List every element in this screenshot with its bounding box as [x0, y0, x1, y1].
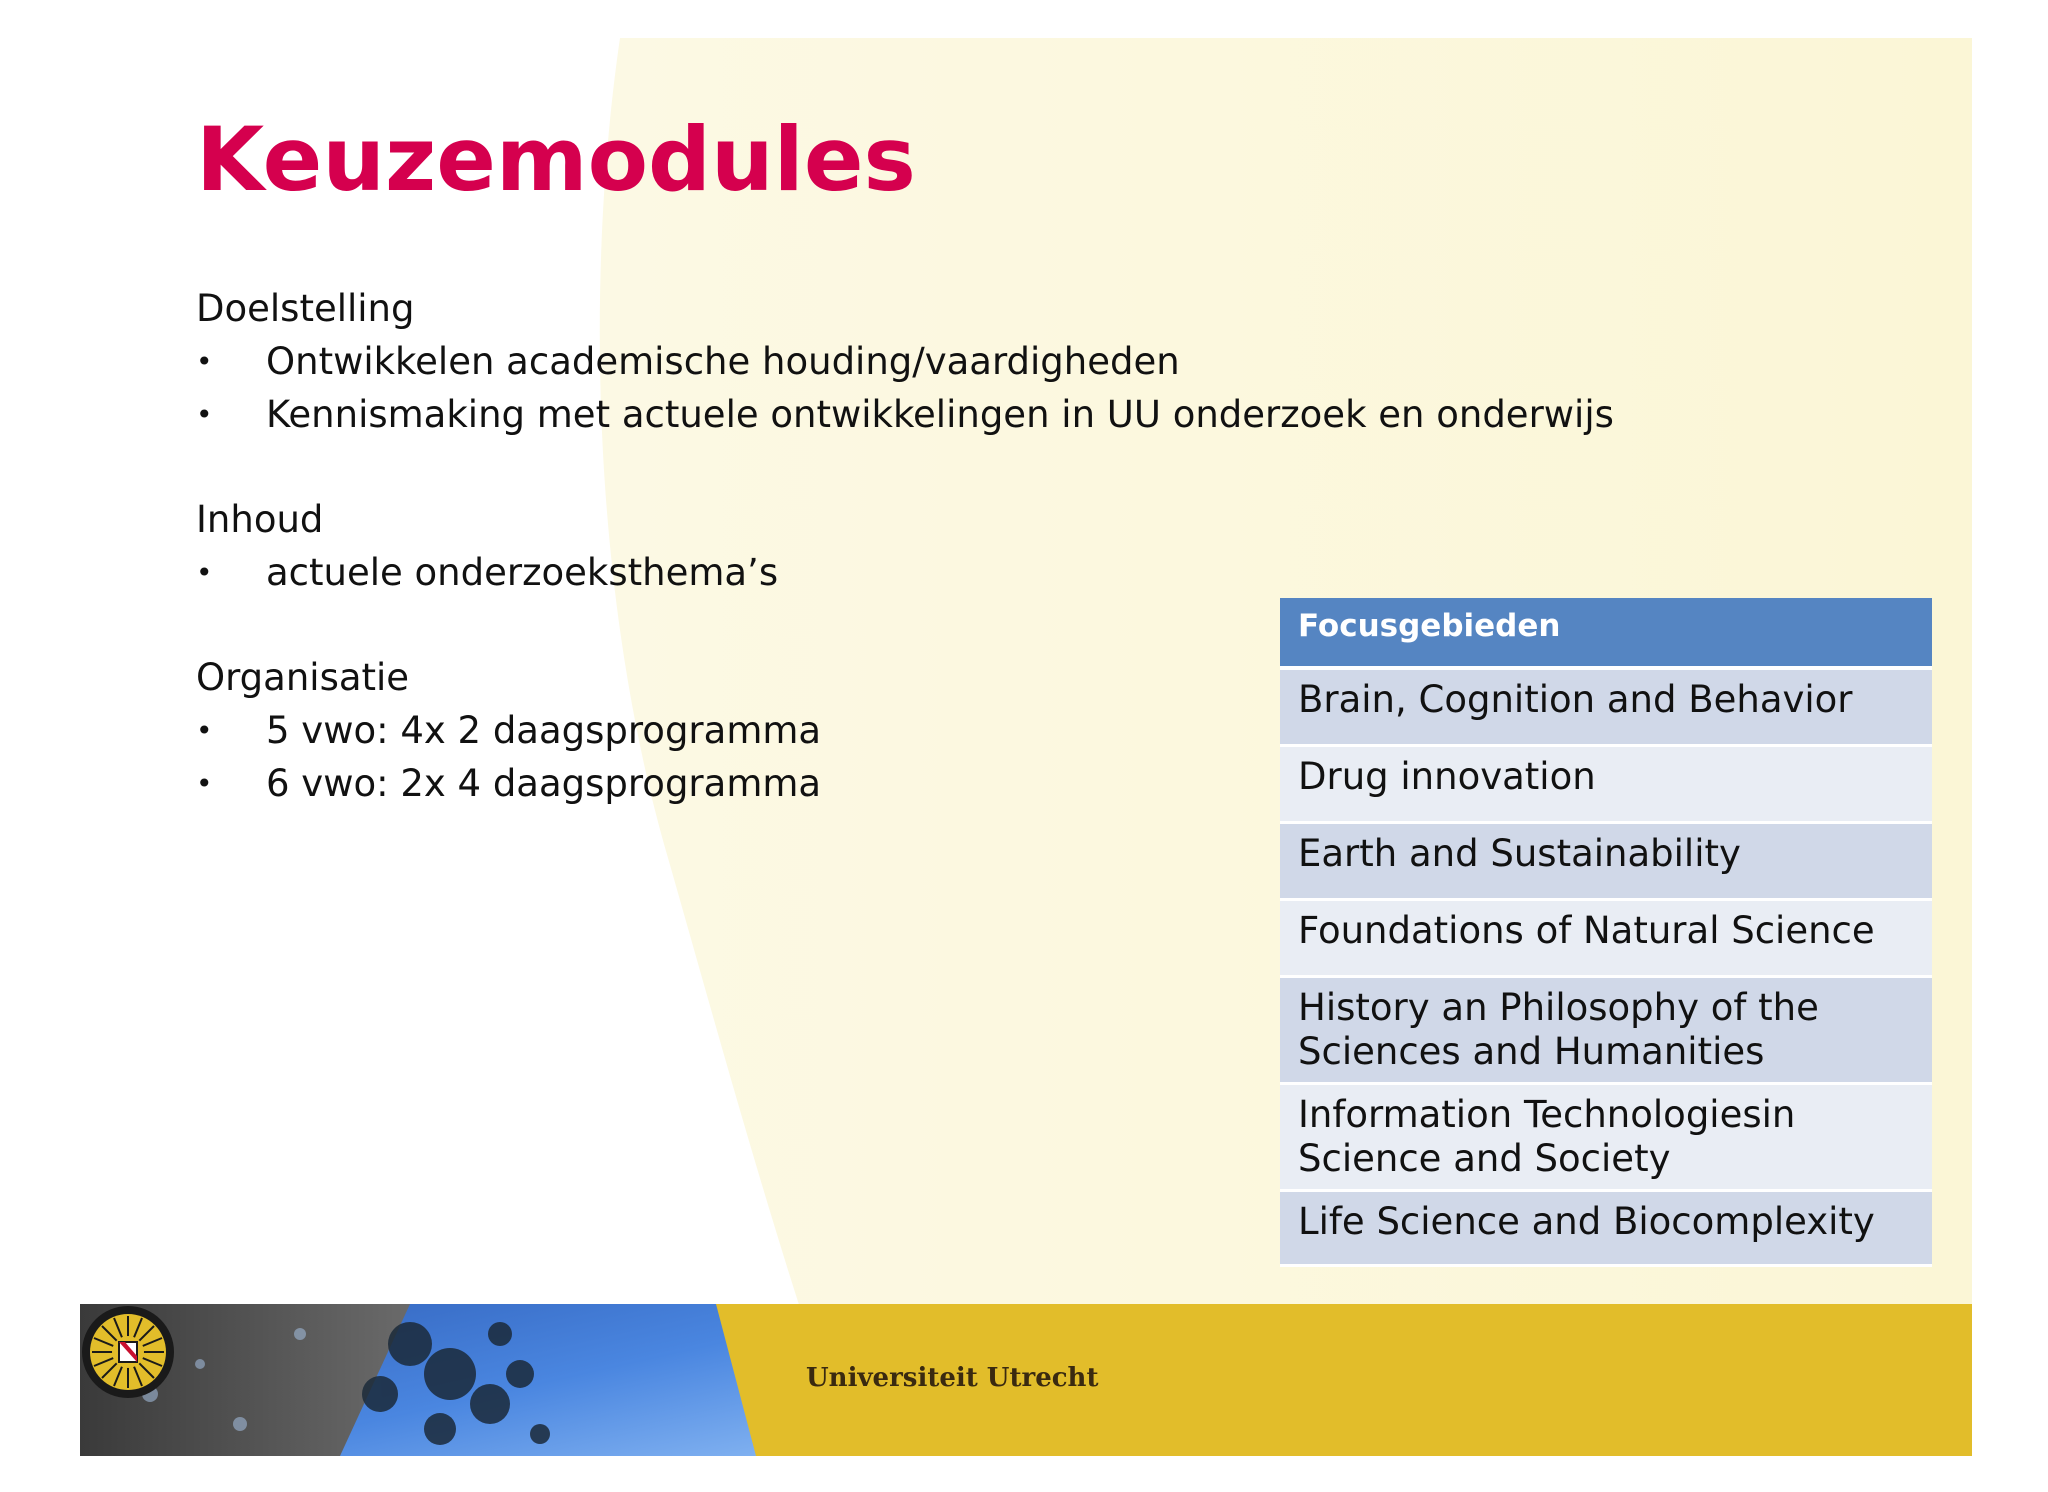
- bullet-text: actuele onderzoeksthema’s: [266, 551, 779, 594]
- bullet-icon: •: [196, 556, 213, 589]
- university-seal-icon: [80, 1304, 176, 1400]
- table-row: [1280, 824, 1932, 901]
- bullet-list: [196, 335, 1696, 441]
- table-cell: Drug innovation: [1280, 747, 1932, 824]
- table-cell: History an Philosophy of the Sciences and Humanities: [1280, 978, 1932, 1085]
- section-heading: Inhoud: [196, 498, 324, 541]
- table-row: [1280, 1085, 1932, 1192]
- table-cell: Foundations of Natural Science: [1280, 901, 1932, 978]
- bullet-icon: •: [196, 714, 213, 747]
- section-inhoud: [196, 493, 1696, 599]
- bullet-text: 5 vwo: 4x 2 daagsprogramma: [266, 709, 822, 752]
- table-row: [1280, 978, 1932, 1085]
- bullet-text: Kennismaking met actuele ontwikkelingen in UU onderzoek en onderwijs: [266, 393, 1614, 436]
- section-heading: Doelstelling: [196, 287, 415, 330]
- bullet-icon: •: [196, 345, 213, 378]
- section-heading: Organisatie: [196, 656, 410, 699]
- bullet-list: [196, 546, 1696, 599]
- bullet-icon: •: [196, 767, 213, 800]
- table-cell: Life Science and Biocomplexity: [1280, 1192, 1932, 1267]
- table-header: Focusgebieden: [1280, 598, 1932, 670]
- bullet-item: [196, 546, 1696, 599]
- table-row: [1280, 1192, 1932, 1267]
- section-doelstelling: [196, 282, 1696, 441]
- bullet-item: [196, 388, 1696, 441]
- bullet-text: 6 vwo: 2x 4 daagsprogramma: [266, 762, 822, 805]
- table-cell: Earth and Sustainability: [1280, 824, 1932, 901]
- table-row: [1280, 747, 1932, 824]
- table-cell: Information Technologiesin Science and Society: [1280, 1085, 1932, 1192]
- table-cell: Brain, Cognition and Behavior: [1280, 670, 1932, 747]
- bullet-icon: •: [196, 398, 213, 431]
- footer-band: [80, 1304, 1972, 1456]
- focus-areas-table: [1280, 598, 1932, 1267]
- university-name: Universiteit Utrecht: [806, 1363, 1099, 1393]
- table-header-row: [1280, 598, 1932, 670]
- table-row: [1280, 670, 1932, 747]
- bullet-text: Ontwikkelen academische houding/vaardigheden: [266, 340, 1180, 383]
- bullet-item: [196, 335, 1696, 388]
- table-row: [1280, 901, 1932, 978]
- page-title: Keuzemodules: [196, 108, 916, 211]
